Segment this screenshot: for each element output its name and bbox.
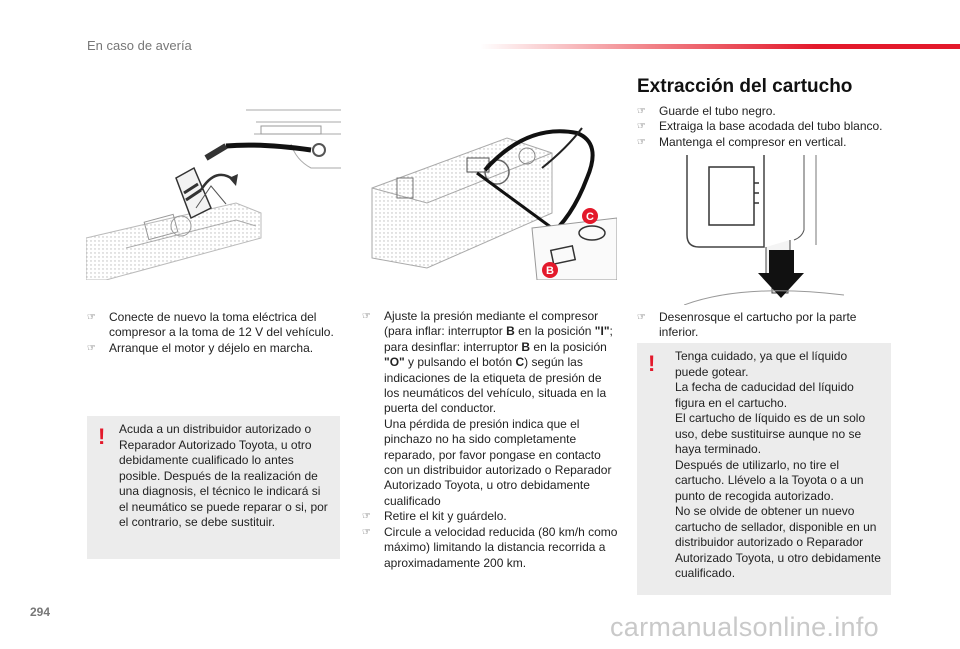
watermark: carmanualsonline.info [610, 612, 879, 642]
illustration-compressor-switches [367, 108, 617, 280]
illustration-cartridge-extraction [684, 155, 844, 305]
left-steps-list [87, 310, 337, 356]
list-item: ☞ Guarde el tubo negro. [637, 104, 776, 118]
pointing-hand-icon: ☞ [362, 526, 371, 538]
pointing-hand-icon: ☞ [637, 121, 646, 133]
illustration-compressor-socket [86, 108, 341, 280]
list-item: ☞ Arranque el motor y déjelo en marcha. [87, 340, 314, 355]
page-number: 294 [30, 605, 51, 619]
exclamation-icon: ! [98, 424, 106, 449]
list-item: ☞ Extraiga la base acodada del tubo blanco. [637, 119, 883, 134]
warning-box-cartridge [637, 343, 891, 595]
list-item: ☞ Desenrosque el cartucho por la parte inferior. [637, 310, 857, 340]
pointing-hand-icon: ☞ [87, 312, 96, 323]
pointing-hand-icon: ☞ [637, 136, 646, 148]
pointing-hand-icon: ☞ [362, 511, 371, 523]
pointing-hand-icon: ☞ [637, 106, 646, 117]
header-accent-bar [480, 44, 960, 49]
right-steps-list [637, 104, 897, 150]
list-item: ☞ Circule a velocidad reducida (80 km/h como máximo) limitando la distancia recorrida a aproximadamente 200 km. [362, 524, 618, 570]
right-step-after-image [637, 310, 877, 341]
extraction-heading: Extracción del cartucho [637, 76, 853, 97]
list-item: ☞ Retire el kit y guárdelo. [362, 509, 507, 524]
exclamation-icon: ! [648, 351, 656, 376]
section-title: En caso de avería [87, 38, 192, 53]
warning-box-repair [87, 416, 340, 559]
pointing-hand-icon: ☞ [637, 312, 646, 323]
pointing-hand-icon: ☞ [87, 342, 96, 354]
callout-b: B [546, 265, 554, 277]
list-item: ☞ Ajuste la presión mediante el compresor (para inflar: interruptor B en la posición "I"; para desinflar: interruptor B en la posición "O" y pulsando el botón C) según las indicaciones de la etiqueta de presión de los neumáticos del vehículo, situada en la puerta del conductor. Una pérdida de presión indica que el pinchazo no ha sido completamente reparado, por favor pongase en contacto con un distribuidor autorizado o Reparador Autorizado Toyota, u otro debidamente cualificado [362, 309, 613, 508]
middle-steps-list [362, 309, 620, 571]
warning-text: Tenga cuidado, ya que el líquido puede gotear. La fecha de caducidad del líquido figura en el cartucho. El cartucho de líquido es de un solo uso, debe sustituirse aunque no se haya terminado. Después de utilizarlo, no tire el cartucho. Llévelo a la Toyota o a un punto de recogida autorizado. No se olvide de obtener un nuevo cartucho de sellador, disponible en un distribuidor autorizado o Reparador Autorizado Toyota, u otro debidamente cualificado. [675, 349, 881, 580]
callout-c: C [586, 211, 594, 223]
list-item: ☞ Conecte de nuevo la toma eléctrica del compresor a la toma de 12 V del vehículo. [87, 310, 334, 340]
pointing-hand-icon: ☞ [362, 311, 371, 322]
list-item: ☞ Mantenga el compresor en vertical. [637, 134, 847, 149]
warning-text: Acuda a un distribuidor autorizado o Reparador Autorizado Toyota, u otro debidamente cualificado lo antes posible. Después de la realización de una diagnosis, el técnico le indicará si el neumático se puede reparar o si, por el contrario, se debe sustituir. [119, 422, 328, 529]
